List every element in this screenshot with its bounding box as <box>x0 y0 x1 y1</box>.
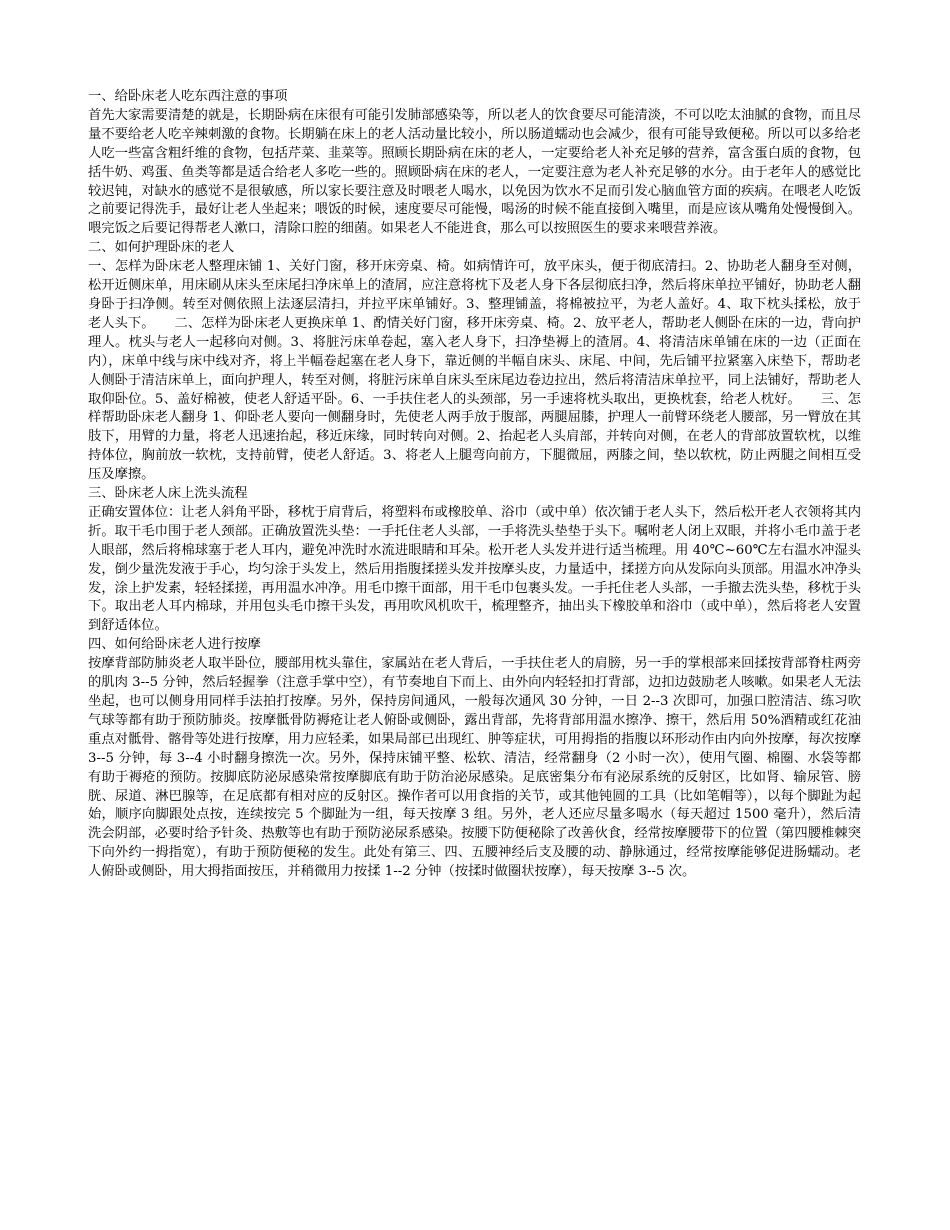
section-heading-massage: 四、如何给卧床老人进行按摩 <box>88 637 261 653</box>
section-text-feeding: 首先大家需要清楚的就是，长期卧病在床很有可能引发肺部感染等，所以老人的饮食要尽可能清淡，不可以吃太油腻的食物，而且尽量不要给老人吃辛辣刺激的食物。长期躺在床上的老人活动量比较小，所以肠道蠕动也会减少，很有可能导致便秘。所以可以多给老人吃一些富含粗纤维的食物，包括芹菜、韭菜等。照顾长期卧病在床的老人，一定要给老人补充足够的营养，富含蛋白质的食物，包括牛奶、鸡蛋、鱼类等都是适合给老人多吃一些的。照顾卧病在床的老人，一定要注意为老人补充足够的水分。由于老年人的感觉比较迟钝，对缺水的感觉不是很敏感，所以家长要注意及时喂老人喝水，以免因为饮水不足而引发心脑血管方面的疾病。在喂老人吃饭之前要记得洗手，最好让老人坐起来；喂饭的时候，速度要尽可能慢，喝汤的时候不能直接倒入嘴里，而是应该从嘴角处慢慢倒入。喂完饭之后要记得帮老人漱口，清除口腔的细菌。如果老人不能进食，那么可以按照医生的要求来喂营养液。 <box>88 107 861 237</box>
section-text-hair-washing: 正确安置体位：让老人斜角平卧，移枕于肩背后，将塑料布或橡胶单、浴巾（或中单）依次铺于老人头下，然后松开老人衣领将其内折。取干毛巾围于老人颈部。正确放置洗头垫：一手托住老人头部，一手将洗头垫垫于头下。嘱咐老人闭上双眼，并将小毛巾盖于老人眼部，然后将棉球塞于老人耳内，避免冲洗时水流进眼睛和耳朵。松开老人头发并进行适当梳理。用 40℃~60℃左右温水冲湿头发，倒少量洗发液于手心，均匀涂于头发上，然后用指腹揉搓头发并按摩头皮，力量适中，揉搓方向从发际向头顶部。用温水冲净头发，涂上护发素，轻轻揉搓，再用温水冲净。用毛巾擦干面部，用干毛巾包裹头发。一手托住老人头部，一手撤去洗头垫，移枕于头下。取出老人耳内棉球，并用包头毛巾擦干头发，再用吹风机吹干，梳理整齐，抽出头下橡胶单和浴巾（或中单），然后将老人安置到舒适体位。 <box>88 504 861 634</box>
section-heading-feeding: 一、给卧床老人吃东西注意的事项 <box>88 89 288 104</box>
section-text-massage: 按摩背部防肺炎老人取半卧位，腰部用枕头靠住，家属站在老人背后，一手扶住老人的肩膀，另一手的掌根部来回揉按背部脊柱两旁的肌肉 3--5 分钟，然后轻握拳（注意手掌中空），有节奏地自下而上、由外向内轻轻扣打背部，边扣边鼓励老人咳嗽。如果老人无法坐起，也可以侧身用同样手法拍打按摩。另外，保持房间通风，一般每次通风 30 分钟，一日 2--3 次即可，加强口腔清洁、练习吹气球等都有助于预防肺炎。按摩骶骨防褥疮让老人俯卧或侧卧，露出背部，先将背部用温水擦净、擦干，然后用 50%酒精或红花油重点对骶骨、髂骨等处进行按摩，用力应轻柔，如果局部已出现红、肿等症状，可用拇指的指腹以环形动作由内向外按摩，每次按摩 3--5 分钟，每 3--4 小时翻身擦洗一次。另外，保持床铺平整、松软、清洁，经常翻身（2 小时一次），使用气圈、棉圈、水袋等都有助于褥疮的预防。按脚底防泌尿感染常按摩脚底有助于防治泌尿感染。足底密集分布有泌尿系统的反射区，比如肾、输尿管、膀胱、尿道、淋巴腺等，在足底都有相对应的反射区。操作者可以用食指的关节，或其他钝圆的工具（比如笔帽等），以每个脚趾为起始，顺序向脚跟处点按，连续按完 5 个脚趾为一组，每天按摩 3 组。另外，老人还应尽量多喝水（每天超过 1500 毫升），然后清洗会阴部，必要时给予针灸、热敷等也有助于预防泌尿系感染。按腰下防便秘除了改善伙食，经常按摩腰带下的位置（第四腰椎棘突下向外约一拇指宽），有助于预防便秘的发生。此处有第三、四、五腰神经后支及腰的动、静脉通过，经常按摩能够促进肠蠕动。老人俯卧或侧卧，用大拇指面按压，并稍微用力按揉 1--2 分钟（按揉时做圈状按摩），每天按摩 3--5 次。 <box>88 656 866 880</box>
section-heading-care: 二、如何护理卧床的老人 <box>88 240 235 256</box>
section-text-care: 一、怎样为卧床老人整理床铺 1、关好门窗，移开床旁桌、椅。如病情许可，放平床头，便于彻底清扫。2、协助老人翻身至对侧，松开近侧床单，用床刷从床头至床尾扫净床单上的渣屑，应注意将枕下及老人身下各层彻底扫净，然后将床单拉平铺好，协助老人翻身卧于扫净侧。转至对侧依照上法逐层清扫，并拉平床单铺好。3、整理铺盖，将棉被拉平，为老人盖好。4、取下枕头揉松，放于老人头下。 二、怎样为卧床老人更换床单 1、酌情关好门窗，移开床旁桌、椅。2、放平老人，帮助老人侧卧在床的一边，背向护理人。枕头与老人一起移向对侧。3、将脏污床单卷起，塞入老人身下，扫净垫褥上的渣屑。4、将清洁床单铺在床的一边（正面在内），床单中线与床中线对齐，将上半幅卷起塞在老人身下，靠近侧的半幅自床头、床尾、中间，先后铺平拉紧塞入床垫下，帮助老人侧卧于清洁床单上，面向护理人，转至对侧，将脏污床单自床头至床尾边卷边拉出，然后将清洁床单拉平，同上法铺好，帮助老人取仰卧位。5、盖好棉被，使老人舒适平卧。6、一手扶住老人的头颈部，另一手速将枕头取出，更换枕套，给老人枕好。 三、怎样帮助卧床老人翻身 1、仰卧老人要向一侧翻身时，先使老人两手放于腹部，两腿屈膝，护理人一前臂环绕老人腰部，另一臂放在其肢下，用臂的力量，将老人迅速抬起，移近床缘，同时转向对侧。2、抬起老人头肩部，并转向对侧，在老人的背部放置软枕，以维持体位，胸前放一软枕，支持前臂，使老人舒适。3、将老人上腿弯向前方，下腿微屈，两膝之间，垫以软枕，防止两腿之间相互受压及摩擦。 <box>88 259 861 483</box>
document-page <box>88 88 866 882</box>
section-heading-hair-washing: 三、卧床老人床上洗头流程 <box>88 486 248 502</box>
